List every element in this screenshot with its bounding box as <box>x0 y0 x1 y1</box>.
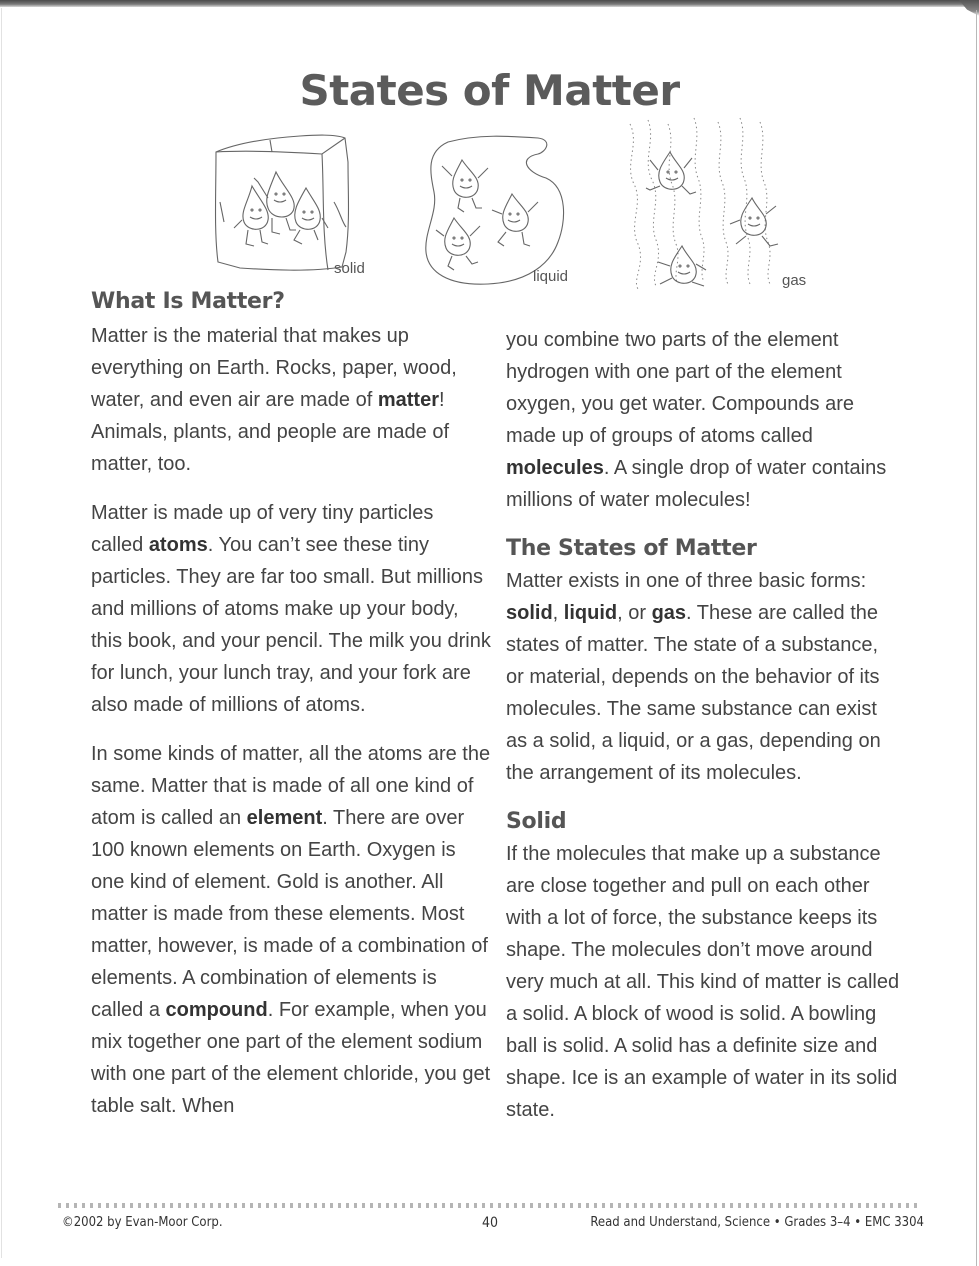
molecule-1 <box>234 186 268 246</box>
scan-edge-top <box>0 0 979 7</box>
liquid-label: liquid <box>533 268 569 285</box>
solid-figure <box>210 132 380 282</box>
paragraph-states: Matter exists in one of three basic forms: solid, liquid, or gas. These are called the states of matter. The state of a substance, or material, depends on the behavior of its molecules. The same substance can exist as a solid, a liquid, or a gas, depending on the arrangement of its molecules. <box>506 570 881 784</box>
scan-edge-right <box>976 10 977 1266</box>
gas-figure <box>620 114 820 294</box>
molecule-1 <box>442 160 488 212</box>
term-gas: gas <box>651 602 687 624</box>
molecule-3 <box>436 218 480 270</box>
solid-label: solid <box>334 260 365 277</box>
book-info: Read and Understand, Science • Grades 3–4 • EMC 3304 <box>590 1215 924 1230</box>
states-of-matter-heading: The States of Matter <box>506 536 757 561</box>
paragraph-elements-compounds: In some kinds of matter, all the atoms are the same. Matter that is made of all one kind of atom is called an element. There are over 100 known elements on Earth. Oxygen is one kind of element. Gold is another. All matter is made from these elements. Most matter, however, is made of a combination of elements. A combination of elements is called a compound. For example, when you mix together one part of the element sodium with one part of the element chloride, you get table salt. When <box>91 743 491 1117</box>
page-number: 40 <box>482 1215 499 1231</box>
term-solid: solid <box>506 602 553 624</box>
paragraph-atoms: Matter is made up of very tiny particles called atoms. You can’t see these tiny particles. They are far too small. But millions and millions of atoms make up your body, this book, and your pencil. The milk you drink for lunch, your lunch tray, and your fork are also made of millions of atoms. <box>91 502 491 716</box>
liquid-figure <box>418 132 588 292</box>
what-is-matter-heading: What Is Matter? <box>91 289 285 314</box>
term-matter: matter <box>377 389 439 411</box>
page-title: States of Matter <box>299 66 680 115</box>
solid-heading: Solid <box>506 809 567 834</box>
paragraph-molecules: you combine two parts of the element hydrogen with one part of the element oxygen, you get water. Compounds are made up of groups of atoms called molecules. A single drop of water contains millions of water molecules! <box>506 329 887 511</box>
term-compound: compound <box>165 999 268 1021</box>
molecule-1 <box>646 152 696 194</box>
term-atoms: atoms <box>148 534 208 556</box>
molecule-2 <box>492 194 538 246</box>
gas-label: gas <box>782 272 807 289</box>
copyright: ©2002 by Evan-Moor Corp. <box>62 1215 223 1230</box>
term-molecules: molecules <box>506 457 604 479</box>
left-column <box>91 286 491 1139</box>
right-column <box>506 324 901 1143</box>
footer-divider <box>58 1203 922 1208</box>
scan-edge-left <box>1 8 2 1258</box>
paragraph-solid: If the molecules that make up a substance are close together and pull on each other with a lot of force, the substance keeps its shape. The molecules don’t move around very much at all. This kind of matter is called a solid. A block of wood is solid. A bowling ball is solid. A solid has a definite size and shape. Ice is an example of water in its solid state. <box>506 843 900 1121</box>
term-element: element <box>246 807 323 829</box>
molecule-3 <box>658 246 706 286</box>
molecule-2 <box>730 198 778 246</box>
gas-molecules-icon <box>620 114 820 294</box>
paragraph-what-is-matter: Matter is the material that makes up everything on Earth. Rocks, paper, wood, water, and even air are made of matter! Animals, plants, and people are made of matter, too. <box>91 325 457 475</box>
term-liquid: liquid <box>563 602 618 624</box>
molecule-2 <box>254 172 296 234</box>
